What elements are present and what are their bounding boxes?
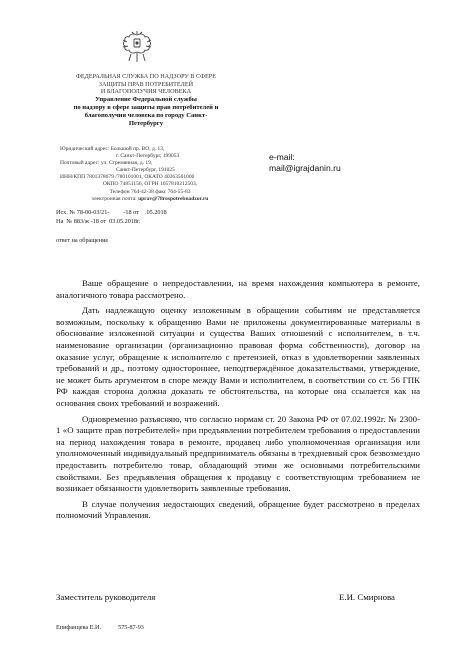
recipient-email-link[interactable]: mail@igrajdanin.ru: [269, 163, 341, 173]
address-line: Санкт-Петербург, 191025: [116, 167, 175, 174]
agency-line: И БЛАГОПОЛУЧИЯ ЧЕЛОВЕКА: [100, 88, 192, 96]
signatory-name: Е.И. Смирнова: [339, 592, 395, 602]
body-paragraph: В случае получения недостающих сведений, обращение будет рассмотрено в пределах полномочий Управления.: [56, 498, 420, 521]
email-line: [60, 196, 240, 203]
address-line: г. Санкт-Петербург, 199053: [116, 153, 180, 160]
recipient-block: [269, 152, 341, 174]
body-paragraph: Одновременно разъясняю, что согласно нормам ст. 20 Закона РФ от 07.02.1992г. № 2300-1 «О защите прав потребителей» при предъявлении потребителем требования о предоставлении на период нахождения товара в ремонте, продавец либо уполномоченная организация или уполномоченный индивидуальный предприниматель обязаны в трехдневный срок безвозмездно предоставить потребителю товар, обладающий этими же основными потребительскими свойствами. Без предъявления обращения к продавцу с соответствующим требованием не возникает обязанности удовлетворить заявленные требования.: [56, 413, 420, 494]
agency-block: [60, 73, 232, 129]
org-line: благополучия человека по городу Санкт-: [84, 112, 208, 120]
body-paragraph: Дать надлежащую оценку изложенным в обращении событиям не представляется возможным, поскольку к обращению Вами не приложены документированные материалы в обоснование изложенной ситуации и существа Ваших отношений с исполнителем, в т.ч. наименование организации (организационно правовая форма собственности), договор на оказание услуг, обращение к исполнителю с претензией, отказ в удовлетворении заявленных требований и др., поэтому одностороннее, неподтверждённое доказательствами, утверждение, не может быть аргументом в споре между Вами и исполнителем, в соответствии со ст. 56 ГПК РФ каждая сторона должна доказать те обстоятельства, на которые она ссылается как на основания своих требований и возражений.: [56, 305, 420, 408]
address-line: ОКПО 74851156, ОГРН 1057810212503,: [102, 181, 198, 188]
subject-line: ответ на обращение: [56, 237, 109, 244]
org-line: по надзору в сфере защиты прав потребителей и: [73, 103, 219, 111]
agency-email-link[interactable]: uprav@78rospotrebnadzor.ru: [138, 195, 209, 202]
executor-line: [56, 624, 144, 631]
email-label: электронная почта:: [91, 195, 137, 202]
org-line: Управление Федеральной службы: [95, 95, 197, 103]
executor-phone: 575-87-93: [118, 624, 144, 631]
signatory-position: Заместитель руководителя: [56, 592, 156, 602]
address-block: [60, 146, 240, 203]
address-line: ИНН/КПП 7801378679 /780101001, ОКАТО 40263561000: [60, 174, 195, 181]
incoming-reference: На № 883/ж -18 от 03.05.2018г.: [56, 217, 141, 225]
letter-body: [56, 278, 420, 526]
executor-name: Епифанцева Е.И.: [56, 624, 102, 631]
outgoing-reference: Исх. № 78-00-03/21- -18 от .05.2018: [56, 209, 167, 216]
address-line: Почтовый адрес: ул. Стремянная, д. 19,: [60, 160, 153, 167]
agency-line: ЗАЩИТЫ ПРАВ ПОТРЕБИТЕЛЕЙ: [98, 80, 194, 88]
reference-block: [56, 209, 256, 226]
agency-line: ФЕДЕРАЛЬНАЯ СЛУЖБА ПО НАДЗОРУ В СФЕРЕ: [76, 73, 216, 80]
org-line: Петербургу: [128, 120, 164, 128]
address-line: Юридический адрес: Большой пр. ВО, д. 13,: [60, 146, 165, 152]
address-line: Телефон 764-42-38 факс 764-55-83: [109, 188, 191, 195]
recipient-label: e-mail:: [269, 152, 295, 162]
body-paragraph: Ваше обращение о непредоставлении, на время нахождения компьютера в ремонте, аналогичного товара рассмотрено.: [56, 278, 420, 300]
coat-of-arms-icon: [121, 30, 153, 64]
